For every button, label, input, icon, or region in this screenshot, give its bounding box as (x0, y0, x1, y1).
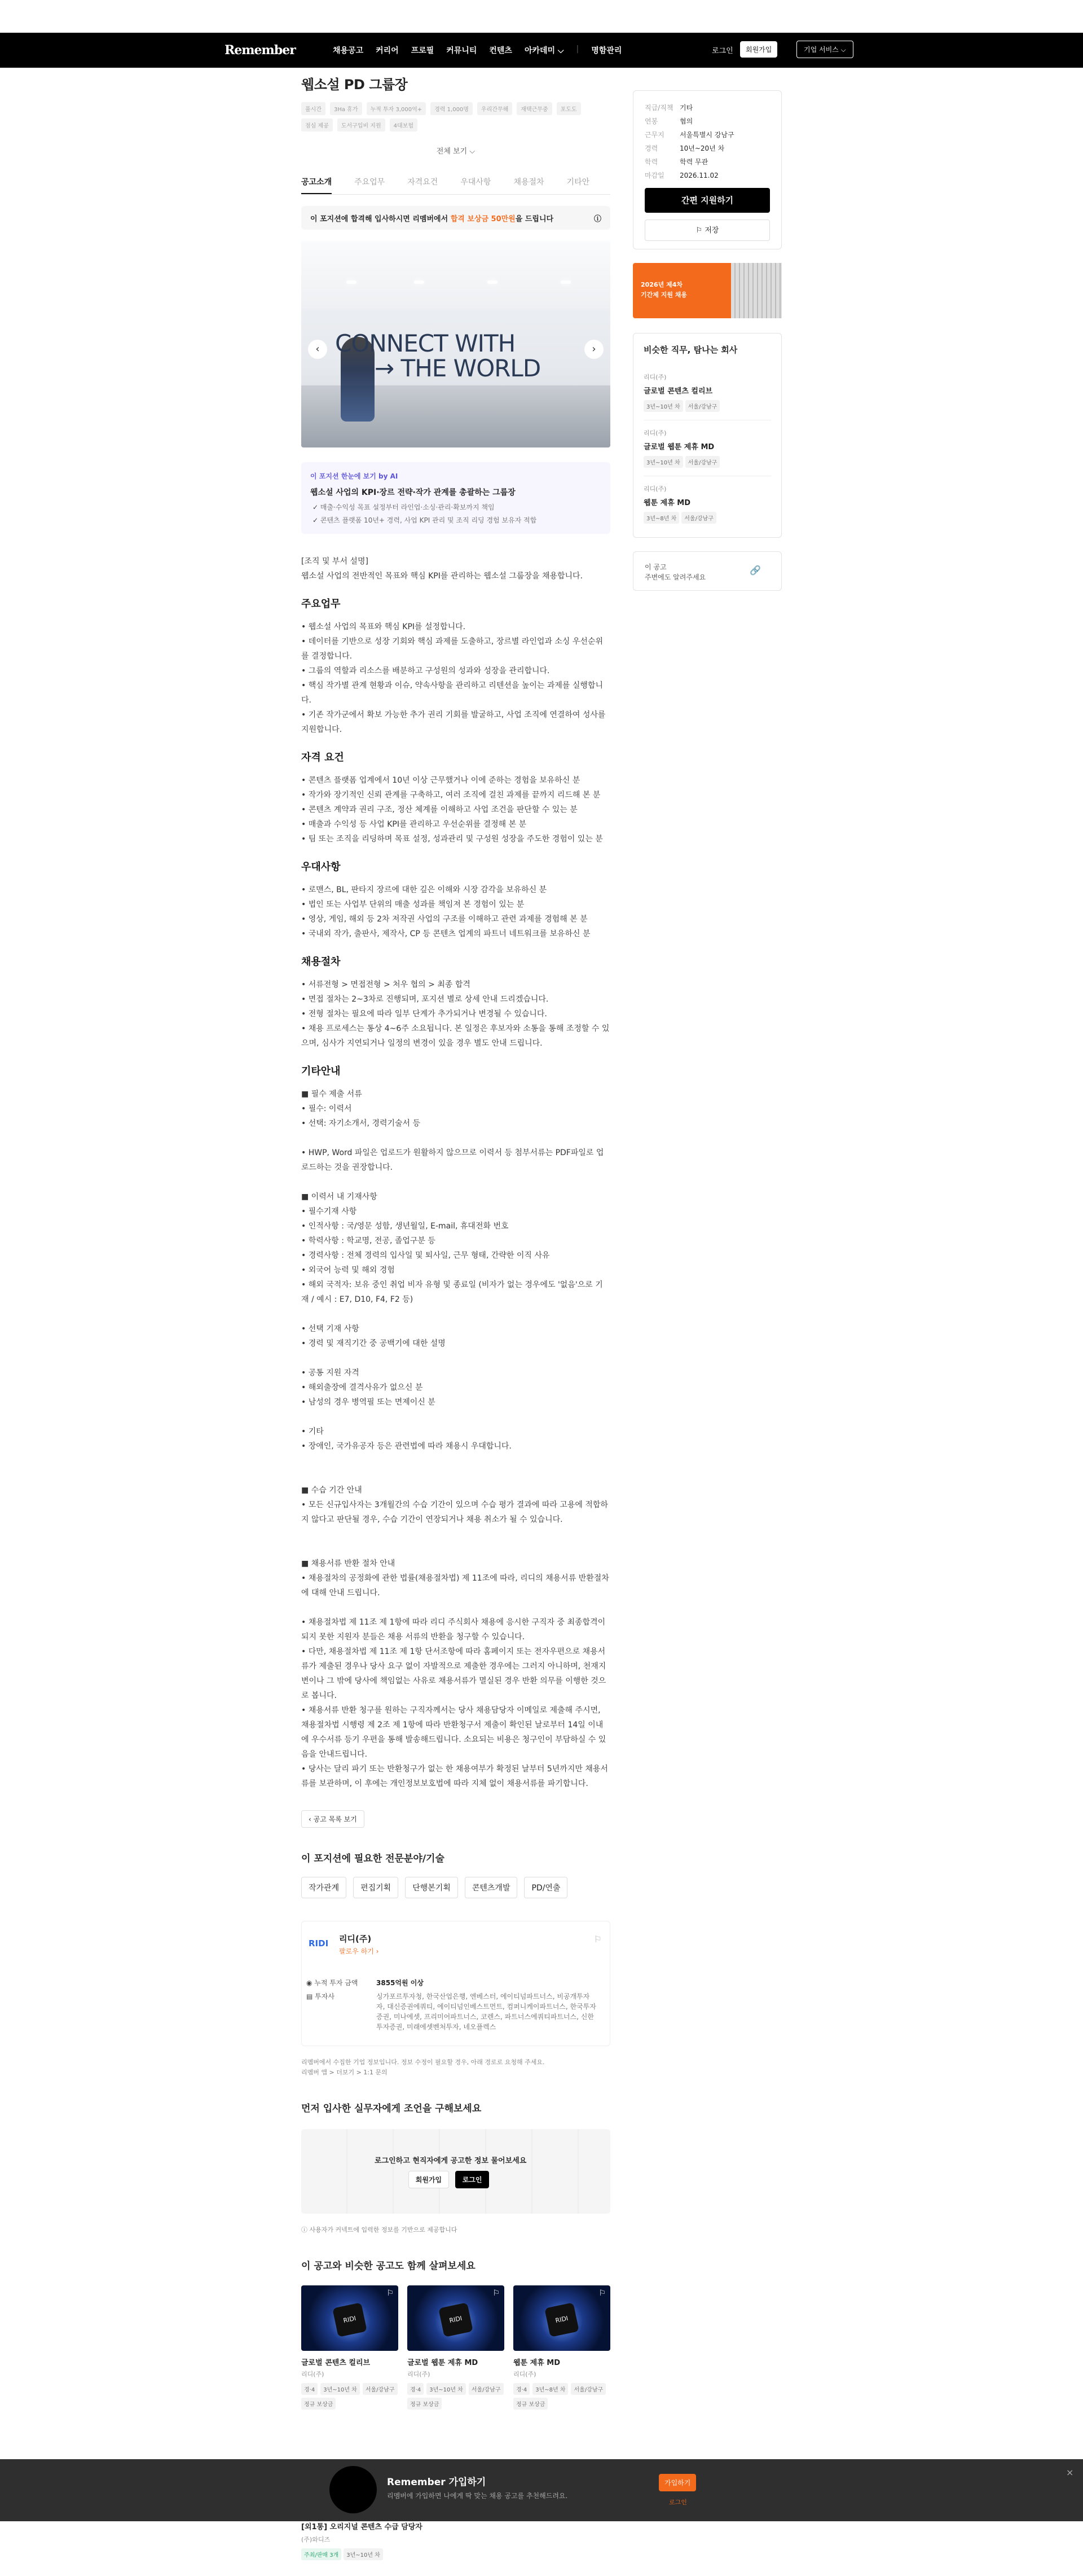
company-name[interactable]: 리디(주) (339, 1934, 372, 1944)
job-tag: 3Ha 휴가 (330, 102, 362, 115)
hire-reward-notice (301, 206, 610, 230)
nav-community[interactable]: 커뮤니티 (446, 46, 477, 55)
carousel-prev-icon[interactable]: ‹ (308, 340, 327, 359)
section-text: • 서류전형 > 면접전형 > 처우 협의 > 최종 합격 • 면접 절차는 2~3차로 진행되며, 포지션 별로 상세 안내 드리겠습니다. • 전형 절차는 필요에 따라 일부 단계가 추가되거나 변경될 수 있습니다. • 채용 프로세스는 통상 4~6주 소요됩니다. 본 일정은 후보자와 소통을 통해 조정할 수 있으며, 심사가 지연되거나 일정의 변경이 있을 경우 별도 안내 드립니다. (301, 980, 610, 1048)
job-tag: 재택근무중 (517, 102, 552, 115)
job-card-company: 리디(주) (513, 2371, 536, 2378)
remember-logo[interactable]: Remember (224, 43, 296, 58)
tab-requirements[interactable]: 자격요건 (407, 178, 438, 187)
section-text: • 콘텐츠 플랫폼 업계에서 10년 이상 근무했거나 이에 준하는 경험을 보유하신 분 • 작가와 장기적인 신뢰 관계를 구축하고, 여러 조직에 걸친 과제를 끝까지 리드해 본 분 • 콘텐츠 계약과 권리 구조, 정산 체계를 이해하고 사업 조건을 판단할 수 있는 분 • 매출과 수익성 등 사업 KPI를 관리하고 우선순위를 결정해 본 분 • 팀 또는 조직을 리딩하며 목표 설정, 성과관리 및 구성원 성장을 주도한 경험이 있는 분 (301, 776, 603, 844)
section-text: • 웹소설 사업의 목표와 핵심 KPI를 설정합니다. • 데이터를 기반으로 성장 기회와 핵심 과제를 도출하고, 장르별 라인업과 소싱 우선순위를 결정합니다. • 그룹의 역할과 리소스를 배분하고 구성원의 성과와 성장을 관리합니다. • 핵심 작가별 관계 현황과 이슈, 약속사항을 관리하고 리텐션을 높이는 과제를 실행합니다. • 기존 작가군에서 확보 가능한 추가 권리 기회를 발굴하고, 사업 조직에 연결하여 성사를 지원합니다. (301, 622, 606, 734)
job-card-company: 리디(주) (407, 2371, 430, 2378)
job-card-tag: 경·4 (407, 2383, 424, 2395)
section-tabs (301, 176, 610, 195)
bookmark-icon[interactable]: ⚐ (598, 2289, 606, 2298)
carousel-next-icon[interactable]: › (584, 340, 604, 359)
list-item-tag: 3년~10년 차 (344, 2548, 383, 2560)
login-prompt-text: 로그인하고 현직자에게 공고한 정보 물어보세요 (375, 2157, 527, 2165)
back-to-list-button[interactable]: ‹ 공고 목록 보기 (301, 1810, 364, 1828)
info-row: 경력 10년~20년 차 (645, 144, 725, 152)
job-card-tag: 서울/강남구 (571, 2383, 606, 2395)
job-card-tag: 3년~10년 차 (426, 2383, 466, 2395)
ai-summary-box (301, 462, 610, 534)
company-info-disclaimer: 리멤버에서 수집한 기업 정보입니다. 정보 수정이 필요할 경우, 아래 경로로 요청해 주세요. 리멤버 앱 > 더보기 > 1:1 문의 (301, 2059, 545, 2076)
bookmark-icon: ⚐ (695, 226, 703, 235)
advice-blurred-panel (301, 2129, 610, 2214)
corporate-service-button[interactable]: 기업 서비스 ⌵ (796, 41, 853, 58)
nav-career[interactable]: 커리어 (376, 46, 399, 55)
main-nav (333, 45, 622, 56)
job-card-tag: 서울/강남구 (469, 2383, 504, 2395)
advice-title: 먼저 입사한 실무자에게 조언을 구해보세요 (301, 2103, 482, 2114)
skill-chips (301, 1877, 610, 1898)
advice-signup-button[interactable]: 회원가입 (408, 2171, 449, 2188)
section-text: • 로맨스, BL, 판타지 장르에 대한 깊은 이해와 시장 감각을 보유하신 분 • 법인 또는 사업부 단위의 매출 성과를 책임져 본 경험이 있는 분 • 영상, 게임, 해외 등 2차 저작권 사업의 구조를 이해하고 관련 과제를 경험해 본 분 • 국내외 작가, 출판사, 제작사, CP 등 콘텐츠 업계의 파트너 네트워크를 보유하신 분 (301, 885, 591, 938)
skill-chip[interactable]: 작가관계 (301, 1877, 346, 1898)
job-tag: 누적 투자 3,000억+ (367, 102, 426, 115)
job-card-tag: 정규 보상금 (407, 2398, 442, 2410)
similar-job-card[interactable] (513, 2285, 610, 2410)
help-icon[interactable]: ⓘ (593, 214, 601, 223)
tab-preferred[interactable]: 우대사항 (460, 178, 491, 187)
promo-banner-text: 2026년 제4차 기간제 지원 채용 (641, 281, 688, 299)
job-tag: 도서구입비 지원 (337, 119, 385, 131)
info-row: 마감일 2026.11.02 (645, 172, 719, 179)
job-card-tag: 3년~8년 차 (532, 2383, 568, 2395)
section-heading: 우대사항 (301, 861, 341, 873)
job-tag: 포도도 (557, 102, 581, 115)
signup-button[interactable]: 회원가입 (740, 41, 777, 58)
view-all-tags-button[interactable]: 전체 보기 ⌵ (436, 147, 476, 156)
intro-label: [조직 및 부서 설명] (301, 557, 368, 566)
ai-summary-point: ✓ 매출·수익성 목표 설정부터 라인업·소싱·관리·확보까지 책임 (312, 502, 601, 512)
section-heading: 기타안내 (301, 1065, 341, 1077)
similar-company-item[interactable]: 리디(주) 글로벌 웹툰 제휴 MD 3년~10년 차 서울/강남구 (644, 420, 771, 476)
tab-etc[interactable]: 기타안 (566, 178, 590, 187)
similar-job-card[interactable] (301, 2285, 398, 2410)
job-tag: 점심 제공 (301, 119, 333, 131)
job-card-tag: 정규 보상금 (513, 2398, 548, 2410)
section-heading: 채용절차 (301, 956, 341, 968)
ridi-logo: RIDI (438, 2302, 473, 2337)
job-tags (301, 102, 610, 131)
tab-process[interactable]: 채용절차 (513, 178, 544, 187)
job-card-tag: 서울/강남구 (363, 2383, 398, 2395)
signup-bar-desc: 리멤버에 가입하면 나에게 딱 맞는 채용 공고를 추천해드려요. (387, 2492, 568, 2500)
sidebar (633, 90, 782, 591)
close-icon[interactable]: × (1066, 2467, 1074, 2478)
similar-job-card[interactable] (407, 2285, 504, 2410)
ai-summary-point: ✓ 콘텐츠 플랫폼 10년+ 경력, 사업 KPI 관리 및 조직 리딩 경험 보유자 적합 (312, 515, 601, 525)
skill-chip[interactable]: 편집기획 (353, 1877, 398, 1898)
signup-bottom-bar (0, 2459, 1083, 2521)
nav-jobs[interactable]: 채용공고 (333, 46, 364, 55)
bookmark-icon[interactable]: ⚐ (386, 2289, 394, 2298)
remember-avatar (329, 2466, 377, 2513)
global-nav-bar (0, 33, 1083, 68)
company-hero-image (301, 241, 610, 447)
investor-list: 싱가포르투자청, 한국산업은행, 엔베스터, 에이티넘파트너스, 비공개투자자, 대신증권에쿼티, 에이티넘인베스트먼트, 컴퍼니케이파트너스, 한국투자증권, 미나에셋, 프리미어파트너스, 코렌스, 파트너스에쿼티파트너스, 신한투자증권, 미래에셋벤처투자, 네오플렉스 (376, 1993, 596, 2031)
nav-academy[interactable]: 아카데미 ⌵ (524, 46, 564, 55)
tab-intro[interactable]: 공고소개 (301, 176, 332, 194)
section-heading: 자격 요건 (301, 752, 344, 763)
similar-jobs-title: 이 공고와 비슷한 공고도 함께 살펴보세요 (301, 2261, 476, 2272)
info-row: 연봉 협의 (645, 117, 693, 125)
funding-label: ◉ 누적 투자 금액 (306, 1979, 358, 1987)
nav-profile[interactable]: 프로필 (411, 46, 434, 55)
job-detail-main (301, 68, 610, 2410)
quick-apply-button[interactable]: 간편 지원하기 (645, 188, 770, 213)
info-row: 학력 학력 무관 (645, 158, 708, 166)
job-summary-box (633, 90, 782, 249)
nav-divider: | (576, 45, 579, 54)
notice-text: 이 포지션에 합격해 입사하시면 리멤버에서 합격 보상금 50만원을 드립니다 (310, 214, 554, 223)
save-button[interactable]: ⚐ 저장 (645, 220, 770, 241)
job-card-title: 글로벌 웹툰 제휴 MD (407, 2359, 478, 2367)
promo-banner[interactable] (633, 263, 782, 318)
job-tag: 풀시간 (301, 102, 325, 115)
company-logo[interactable]: RIDI (309, 1938, 329, 1949)
job-card-title: 글로벌 콘텐츠 컬리브 (301, 2359, 371, 2367)
similar-company-item[interactable]: 리디(주) 웹툰 제휴 MD 3년~8년 차 서울/강남구 (644, 476, 771, 532)
job-card-title: 웹툰 제휴 MD (513, 2359, 561, 2367)
job-title: 웹소설 PD 그룹장 (301, 77, 408, 93)
job-card-image (301, 2285, 398, 2351)
similar-company-box (633, 333, 782, 538)
list-item-title: [외1통] 오리지널 콘텐츠 수급 담당자 (301, 2523, 422, 2531)
ridi-logo: RIDI (332, 2302, 367, 2337)
similar-company-item[interactable]: 리디(주) 글로벌 콘텐츠 컬리브 3년~10년 차 서울/강남구 (644, 365, 771, 420)
job-card-tag: 3년~10년 차 (320, 2383, 360, 2395)
job-tag: 우리간무해 (477, 102, 512, 115)
intro-text: 웹소설 사업의 전반적인 목표와 핵심 KPI를 관리하는 웹소설 그룹장을 채용합니다. (301, 572, 583, 581)
follow-company-link[interactable]: 팔로우 하기 › (339, 1947, 379, 1955)
tab-main-tasks[interactable]: 주요업무 (354, 178, 385, 187)
nav-card-management[interactable]: 명함관리 (591, 46, 622, 55)
section-text: ■ 필수 제출 서류 • 필수: 이력서 • 선택: 자기소개서, 경력기술서 등 • HWP, Word 파일은 업로드가 원활하지 않으므로 이력서 등 첨부서류는 PDF파일로 업로드하는 것을 권장합니다. ■ 이력서 내 기재사항 • 필수기재 사항 • 인적사항 : 국/영문 성함, 생년월일, E-mail, 휴대전화 번호 • 학력사항 : 학교명, 전공, 졸업구분 등 • 경력사항 : 전체 경력의 입사일 및 퇴사일, 근무 형태, 간략한 이직 사유 • 외국어 능력 및 해외 경험 • 해외 국적자: 보유 중인 취업 비자 유형 및 종료일 (비자가 없는 경우에도 '없음'으로 기재 / 예시 : E7, D10, F4, F2 등) • 선택 기재 사항 • 경력 및 재직기간 중 공백기에 대한 설명 • 공통 지원 자격 • 해외출장에 결격사유가 없으신 분 • 남성의 경우 병역필 또는 면제이신 분 • 기타 • 장애인, 국가유공자 등은 관련법에 따라 채용시 우대합니다. ■ 수습 기간 안내 • 모든 신규입사자는 3개월간의 수습 기간이 있으며 수습 평가 결과에 따라 고용에 적합하지 않다고 판단될 경우, 수습 기간이 연장되거나 채용 취소가 될 수 있습니다. ■ 채용서류 반환 절차 안내 • 채용절차의 공정화에 관한 법률(채용절차법) 제 11조에 따라, 리디의 채용서류 반환절차에 대해 안내 드립니다. • 채용절차법 제 11조 제 1항에 따라 리디 주식회사 채용에 응시한 구직자 중 최종합격이 되지 못한 지원자 분들은 채용 서류의 반환을 청구할 수 있습니다. • 다만, 채용절차법 제 11조 제 1항 단서조항에 따라 홈페이지 또는 전자우편으로 채용서류가 제출된 경우나 당사 요구 없이 자발적으로 제출한 경우에는 그러지 아니하며, 천재지변이나 그 밖에 당사에 책임없는 사유로 채용서류가 멸실된 경우 반환 의무를 이행한 것으로 봅니다. • 채용서류 반환 청구를 원하는 구직자께서는 당사 채용담당자 이메일로 제출해 주시면, 채용절차법 시행령 제 2조 제 1항에 따라 반환청구서 제출이 확인된 날로부터 14일 이내에 우수서류 등기 우편을 통해 발송해드립니다. 소요되는 비용은 청구인이 부담하실 수 있음을 안내드립니다. • 당사는 달리 파기 또는 반환청구가 없는 한 채용여부가 확정된 날부터 5년까지만 채용서류를 보관하며, 이 후에는 개인정보보호법에 따라 지체 없이 채용서류를 파기합니다. (301, 1090, 609, 1788)
ridi-logo: RIDI (544, 2302, 579, 2337)
signup-bar-title: Remember 가입하기 (387, 2477, 486, 2488)
info-row: 근무지 서울특별시 강남구 (645, 131, 734, 139)
bookmark-icon[interactable]: ⚐ (593, 1934, 602, 1945)
job-card-tag: 경·4 (301, 2383, 318, 2395)
login-link[interactable]: 로그인 (712, 47, 733, 55)
list-item[interactable] (301, 2522, 470, 2560)
similar-job-cards (301, 2285, 610, 2410)
advice-login-button[interactable]: 로그인 (455, 2171, 490, 2188)
investor-label: ▤ 투자사 (306, 1993, 334, 2000)
share-box[interactable]: 이 공고 주변에도 알려주세요 🔗 (633, 551, 782, 591)
signup-bar-login-link[interactable]: 로그인 (669, 2499, 687, 2506)
section-heading: 주요업무 (301, 598, 341, 610)
job-card-image (513, 2285, 610, 2351)
hero-headline: CONNECT WITH → THE WORLD (335, 330, 541, 382)
skill-chip[interactable]: PD/연출 (524, 1877, 567, 1898)
job-tag: 경력 1,000명 (430, 102, 473, 115)
signup-bar-button[interactable]: 가입하기 (659, 2474, 696, 2491)
nav-contents[interactable]: 컨텐츠 (489, 46, 512, 55)
list-item-tag: 주최/판매 3개 (301, 2548, 341, 2560)
bookmark-icon[interactable]: ⚐ (492, 2289, 500, 2298)
link-icon[interactable]: 🔗 (750, 565, 761, 576)
job-card-image (407, 2285, 504, 2351)
funding-value: 3855억원 이상 (376, 1979, 424, 1987)
job-tag: 4대보험 (390, 119, 417, 131)
company-card (301, 1921, 610, 2046)
advice-footnote: ⓘ 사용자가 커넥트에 입력한 정보를 기반으로 제공합니다 (301, 2226, 457, 2233)
ai-summary-title: 웹소설 사업의 KPI·장르 전략·작가 관계를 총괄하는 그룹장 (310, 488, 516, 497)
similar-company-title: 비슷한 직무, 탐나는 회사 (644, 345, 738, 355)
login-prompt (375, 2154, 526, 2188)
ai-summary-label: 이 포지션 한눈에 보기 by AI (310, 472, 398, 480)
job-description (301, 554, 610, 1791)
info-row: 직급/직책 기타 (645, 104, 693, 112)
skill-chip[interactable]: 단행본기획 (405, 1877, 458, 1898)
list-item-company: (주)와디즈 (301, 2536, 331, 2543)
job-card-tag: 경·4 (513, 2383, 530, 2395)
building-image (731, 263, 782, 318)
job-card-tag: 정규 보상금 (301, 2398, 336, 2410)
skill-chip[interactable]: 콘텐츠개발 (465, 1877, 518, 1898)
skills-title: 이 포지션에 필요한 전문분야/기술 (301, 1853, 444, 1864)
job-card-company: 리디(주) (301, 2371, 324, 2378)
